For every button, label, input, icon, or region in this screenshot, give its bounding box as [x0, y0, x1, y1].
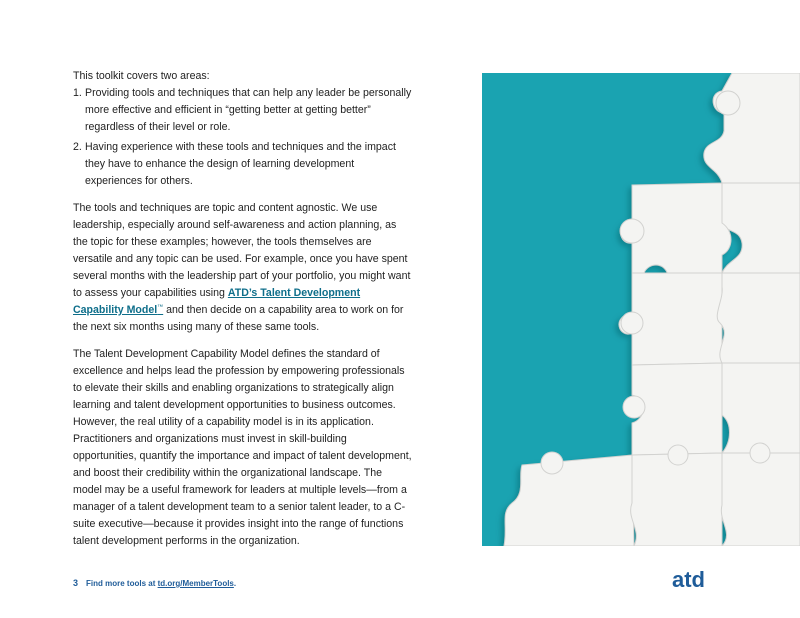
list-item	[73, 139, 413, 190]
page-number: 3	[73, 578, 79, 588]
body-text	[73, 68, 413, 560]
page-footer	[73, 578, 236, 588]
list-number: 1.	[73, 87, 82, 99]
atd-logo	[670, 566, 732, 592]
atd-logo-mark	[670, 566, 732, 592]
footer-text: Find more tools at	[86, 579, 158, 588]
puzzle-illustration	[482, 73, 800, 546]
trademark-symbol: ™	[157, 304, 164, 311]
member-tools-link[interactable]: td.org/MemberTools	[157, 579, 234, 588]
puzzle-image	[482, 73, 800, 546]
list-item	[73, 85, 413, 136]
list-item-text: Providing tools and techniques that can help any leader be personally more effective and efficient in “getting better at getting better” regardless of their level or role.	[85, 87, 412, 133]
footer-period: .	[233, 579, 237, 588]
link-text: ATD’s Talent Development Capability Model	[73, 287, 361, 316]
intro-text: This toolkit covers two areas:	[73, 70, 210, 82]
paragraph-text: and then decide on a capability area to work on for the next six months using many of these same tools.	[73, 304, 404, 333]
paragraph-text: The tools and techniques are topic and content agnostic. We use leadership, especially around self-awareness and action planning, as the topic for these examples; however, the tools themselves are versatile and any topic can be used. For example, once you have spent several months with the leadership part of your portfolio, you might want to assess your capabilities using	[73, 202, 411, 299]
svg-text:atd: atd	[672, 567, 705, 592]
paragraph-capability-model: The Talent Development Capability Model defines the standard of excellence and helps lead the profession by empowering professionals to elevate their skills and enabling organizations to strategically align learning and talent development opportunities to business outcomes. However, the real utility of a capability model is in its application. Practitioners and organizations must invest in skill-building opportunities, quantify the importance and impact of talent development, and boost their credibility within the organizational landscape. The model may be a useful framework for leaders at multiple levels—from a manager of a talent development team to a senior talent leader, to a C-suite executive—because it provides insight into the range of functions talent development performs in the organization.	[73, 348, 412, 547]
paragraph-agnostic	[73, 200, 413, 336]
areas-list	[73, 85, 413, 190]
list-number: 2.	[73, 141, 82, 153]
list-item-text: Having experience with these tools and techniques and the impact they have to enhance the design of learning development experiences for others.	[85, 141, 396, 187]
